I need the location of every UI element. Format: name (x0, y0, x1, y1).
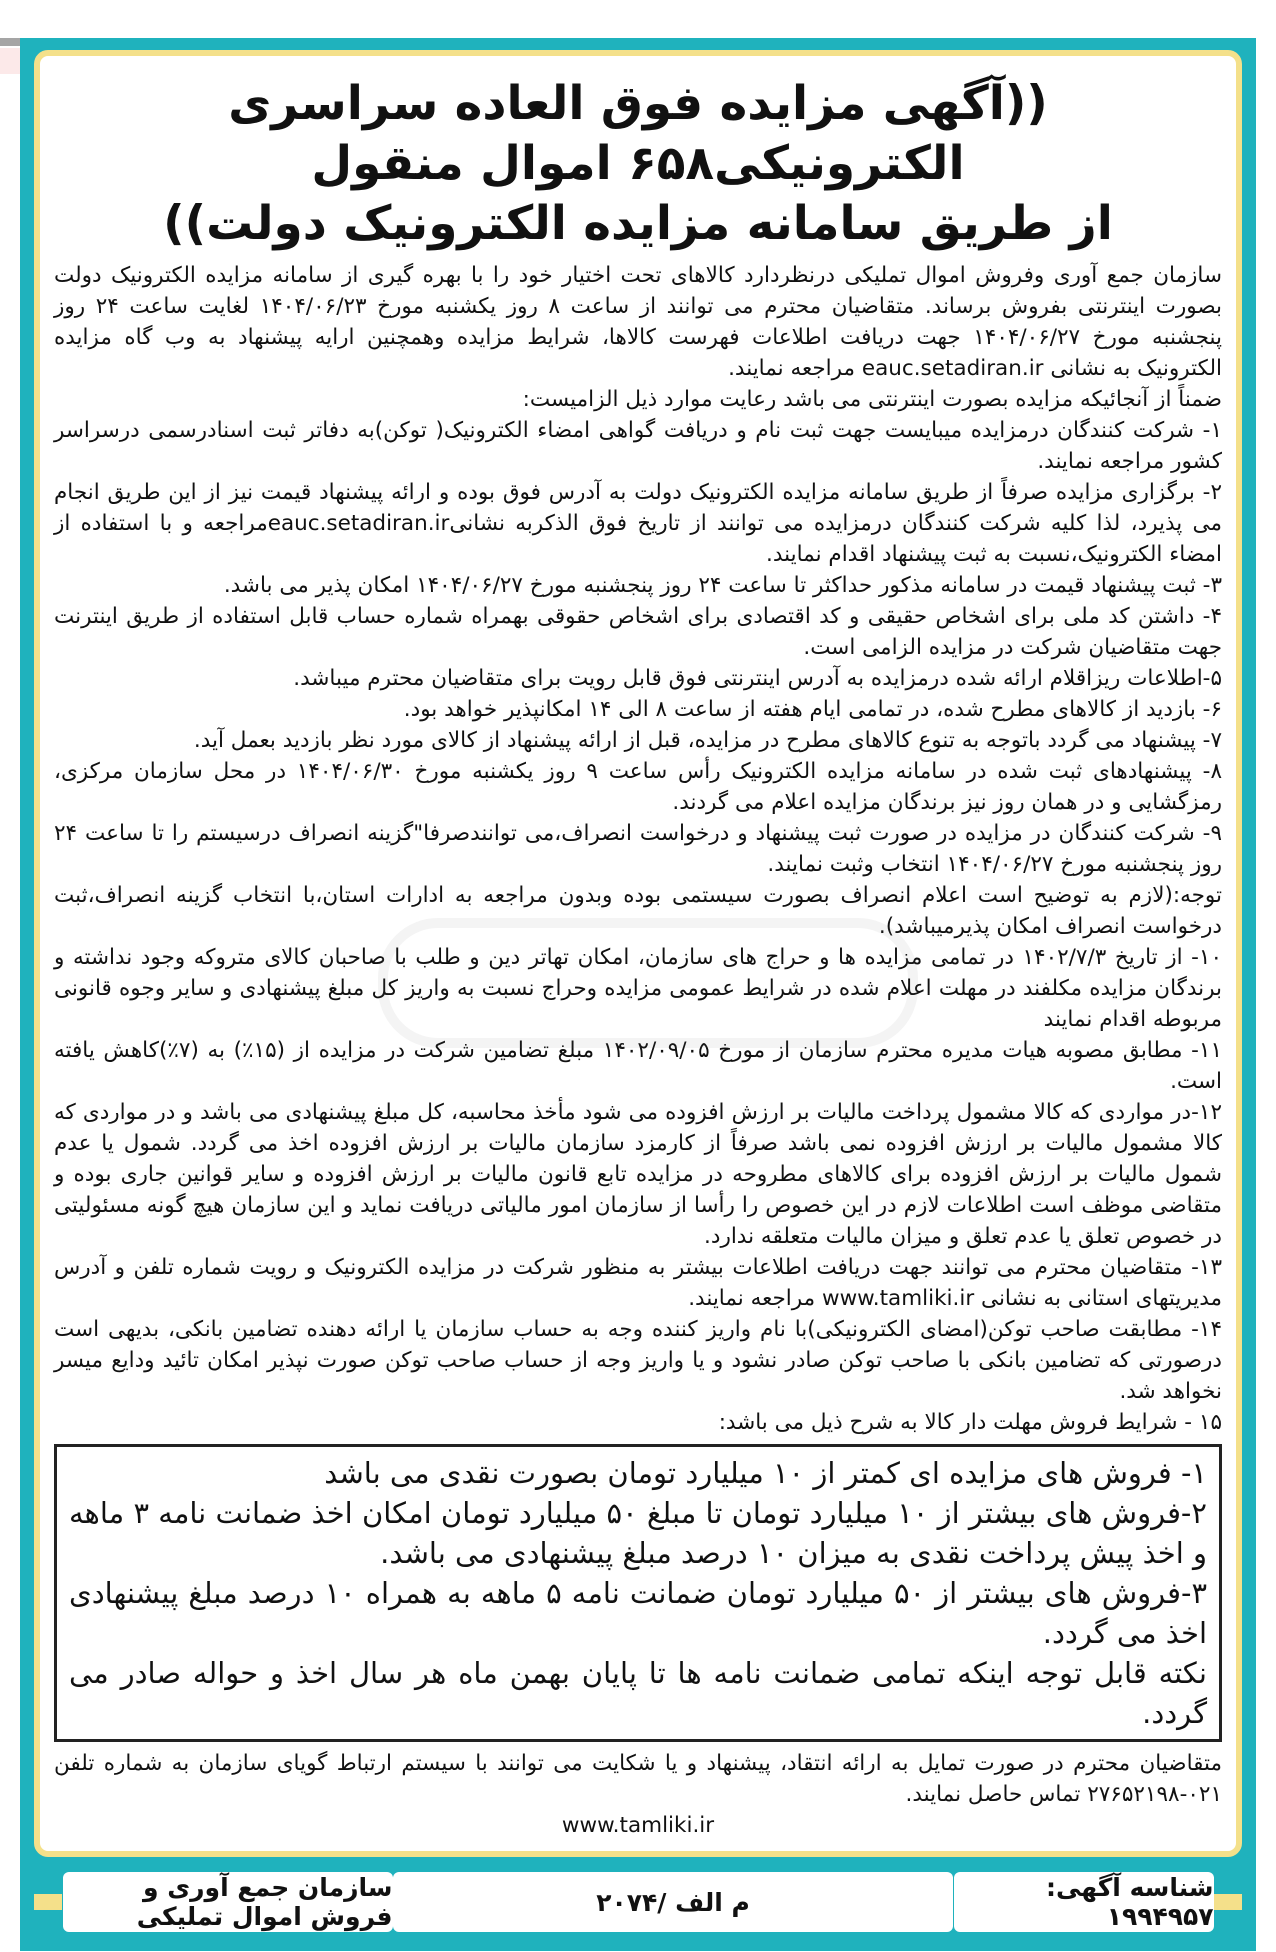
item: ۱۴- مطابقت صاحب توکن(امضای الکترونیکی)با نام واریز کننده وجه به حساب سازمان یا ارائه دهنده تضامین بانکی، بدیهی است درصورتی که تضامین بانکی با صاحب توکن صادر نشود و یا واریز وجه از حساب صاحب توکن صورت نپذیر امکان تائید ودایع میسر نخواهد شد. (54, 1317, 1222, 1404)
item: ۸- پیشنهادهای ثبت شده در سامانه مزایده الکترونیک رأس ساعت ۹ روز یکشنبه مورخ ۱۴۰۴/۰۶/۳۰ در محل سازمان مرکزی، رمزگشایی و در همان روز نیز برندگان مزایده اعلام می گردند. (54, 759, 1222, 815)
item: ۱۳- متقاضیان محترم می توانند جهت دریافت اطلاعات بیشتر به منظور شرکت در مزایده الکترونیک و رویت شماره تلفن و آدرس مدیریتهای استانی به نشانی www.tamliki.ir مراجعه نمایند. (54, 1255, 1222, 1311)
item: ۱۰- از تاریخ ۱۴۰۲/۷/۳ در تمامی مزایده ها و حراج های سازمان، امکان تهاتر دین و طلب با صاحبان کالای متروکه وجود نداشته و برندگان مزایده مکلفند در مهلت اعلام شده در شرایط عمومی مزایده وحراج نسبت به واریز کل مبلغ پیشنهادی و سایر وجوه قانونی مربوطه اقدام نمایند (54, 945, 1222, 1032)
footer-ornament (34, 1894, 62, 1910)
preamble: ضمناً از آنجائیکه مزایده بصورت اینترنتی می باشد رعایت موارد ذیل الزامیست: (522, 387, 1222, 412)
ad-id: شناسه آگهی: ۱۹۹۴۹۵۷ (954, 1872, 1214, 1932)
item: ۱- شرکت کنندگان درمزایده میبایست جهت ثبت نام و دریافت گواهی امضاء الکترونیک( توکن)به دفاتر ثبت اسنادرسمی درسراسر کشور مراجعه نمایند. (54, 418, 1222, 474)
title-line-2: از طریق سامانه مزایده الکترونیک دولت)) (163, 196, 1113, 251)
contact-section (54, 1748, 1222, 1841)
item: ۲- برگزاری مزایده صرفاً از طریق سامانه مزایده الکترونیک دولت به آدرس فوق بوده و ارائه پیشنهاد قیمت نیز از این طریق انجام می پذیرد، لذا کلیه شرکت کنندگان درمزایده می توانند از تاریخ فوق الذکربه نشانیeauc.setadiran.irمراجعه و با استفاده از امضاء الکترونیک،نسبت به ثبت پیشنهاد اقدام نمایند. (54, 480, 1222, 567)
item: ۴- داشتن کد ملی برای اشخاص حقیقی و کد اقتصادی برای اشخاص حقوقی بهمراه شماره حساب قابل استفاده از طریق اینترنت جهت متقاضیان شرکت در مزایده الزامی است. (54, 604, 1222, 660)
title-line-1: ((آگهی مزایده فوق العاده سراسری الکترونیکی۶۵۸ اموال منقول (228, 76, 1048, 191)
ad-frame (20, 38, 1256, 1951)
box-item: ۳-فروش های بیشتر از ۵۰ میلیارد تومان ضمانت نامه ۵ ماهه به همراه ۱۰ درصد مبلغ پیشنهادی اخذ می گردد. (69, 1576, 1208, 1650)
item: ۳- ثبت پیشنهاد قیمت در سامانه مذکور حداکثر تا ساعت ۲۴ روز پنجشنبه مورخ ۱۴۰۴/۰۶/۲۷ امکان پذیر می باشد. (223, 573, 1222, 598)
contact-text: متقاضیان محترم در صورت تمایل به ارائه انتقاد، پیشنهاد و یا شکایت می توانند با سیستم ارتباط گویای سازمان به شماره تلفن ۰۲۱-۲۷۶۵۲۱۹۸ تماس حاصل نمایند. (54, 1751, 1222, 1807)
ad-content (34, 50, 1242, 1857)
item: ۶- بازدید از کالاهای مطرح شده، در تمامی ایام هفته از ساعت ۸ الی ۱۴ امکانپذیر خواهد بود. (403, 697, 1222, 722)
note: توجه:(لازم به توضیح است اعلام انصراف بصورت سیستمی بوده وبدون مراجعه به ادارات استان،با انتخاب گزینه انصراف،ثبت درخواست انصراف امکان پذیرمیباشد). (54, 883, 1222, 939)
item: ۵-اطلاعات ریزاقلام ارائه شده درمزایده به آدرس اینترنتی فوق قابل رویت برای متقاضیان محترم میباشد. (293, 666, 1222, 691)
box-item: ۱- فروش های مزایده ای کمتر از ۱۰ میلیارد تومان بصورت نقدی می باشد (324, 1456, 1207, 1490)
footer-ornament (1214, 1894, 1242, 1910)
ad-body (54, 260, 1222, 1841)
item: ۱۱- مطابق مصوبه هیات مدیره محترم سازمان از مورخ ۱۴۰۲/۰۹/۰۵ مبلغ تضامین شرکت در مزایده از (۱۵٪) به (۷٪)کاهش یافته است. (54, 1038, 1222, 1094)
item: ۷- پیشنهاد می گردد باتوجه به تنوع کالاهای مطرح در مزایده، قبل از ارائه پیشنهاد از کالای مورد نظر بازدید بعمل آید. (193, 728, 1222, 753)
contact-url[interactable]: www.tamliki.ir (561, 1813, 715, 1838)
item: ۹- شرکت کنندگان در مزایده در صورت ثبت پیشنهاد و درخواست انصراف،می توانندصرفا"گزینه انصراف درسیستم را تا ساعت ۲۴ روز پنجشنبه مورخ ۱۴۰۴/۰۶/۲۷ انتخاب وثبت نمایند. (54, 821, 1222, 877)
ad-title (54, 74, 1222, 254)
item: ۱۲-در مواردی که کالا مشمول پرداخت مالیات بر ارزش افزوده می شود مأخذ محاسبه، کل مبلغ پیشنهادی می باشد و در مواردی که کالا مشمول مالیات بر ارزش افزوده نمی باشد صرفاً از کارمزد سازمان مالیات بر ارزش افزوده اخذ می گردد. شمول یا عدم شمول مالیات بر ارزش افزوده برای کالاهای مطروحه در مزایده تابع قانون مالیات بر ارزش افزوده و سایر قوانین جاری بوده و متقاضی موظف است اطلاعات لازم در این خصوص را رأسا از سازمان امور مالیاتی دریافت نماید و این سازمان هیچ گونه مسئولیتی در خصوص تعلق یا عدم تعلق و میزان مالیات متعلقه ندارد. (54, 1100, 1222, 1249)
ad-code: م الف /۲۰۷۴ (393, 1872, 953, 1932)
intro-paragraph: سازمان جمع آوری وفروش اموال تملیکی درنظردارد کالاهای تحت اختیار خود را با بهره گیری از سامانه مزایده الکترونیک دولت بصورت اینترنتی بفروش برساند. متقاضیان محترم می توانند از ساعت ۸ روز یکشنبه مورخ ۱۴۰۴/۰۶/۲۳ لغایت ساعت ۲۴ روز پنجشنبه مورخ ۱۴۰۴/۰۶/۲۷ جهت دریافت اطلاعات فهرست کالاها، شرایط مزایده وهمچنین ارایه پیشنهاد به وب گاه مزایده الکترونیک به نشانی eauc.setadiran.ir مراجعه نمایند. (54, 263, 1223, 381)
installment-terms-box (54, 1444, 1222, 1742)
footer-bar (34, 1867, 1242, 1937)
box-note: نکته قابل توجه اینکه تمامی ضمانت نامه ها تا پایان بهمن ماه هر سال اخذ و حواله صادر می گردد. (69, 1656, 1207, 1730)
item: ۱۵ - شرایط فروش مهلت دار کالا به شرح ذیل می باشد: (718, 1410, 1222, 1435)
box-item: ۲-فروش های بیشتر از ۱۰ میلیارد تومان تا مبلغ ۵۰ میلیارد تومان امکان اخذ ضمانت نامه ۳ ماهه و اخذ پیش پرداخت نقدی به میزان ۱۰ درصد مبلغ پیشنهادی می باشد. (69, 1496, 1207, 1570)
organization-name: سازمان جمع آوری و فروش اموال تملیکی (63, 1872, 393, 1932)
